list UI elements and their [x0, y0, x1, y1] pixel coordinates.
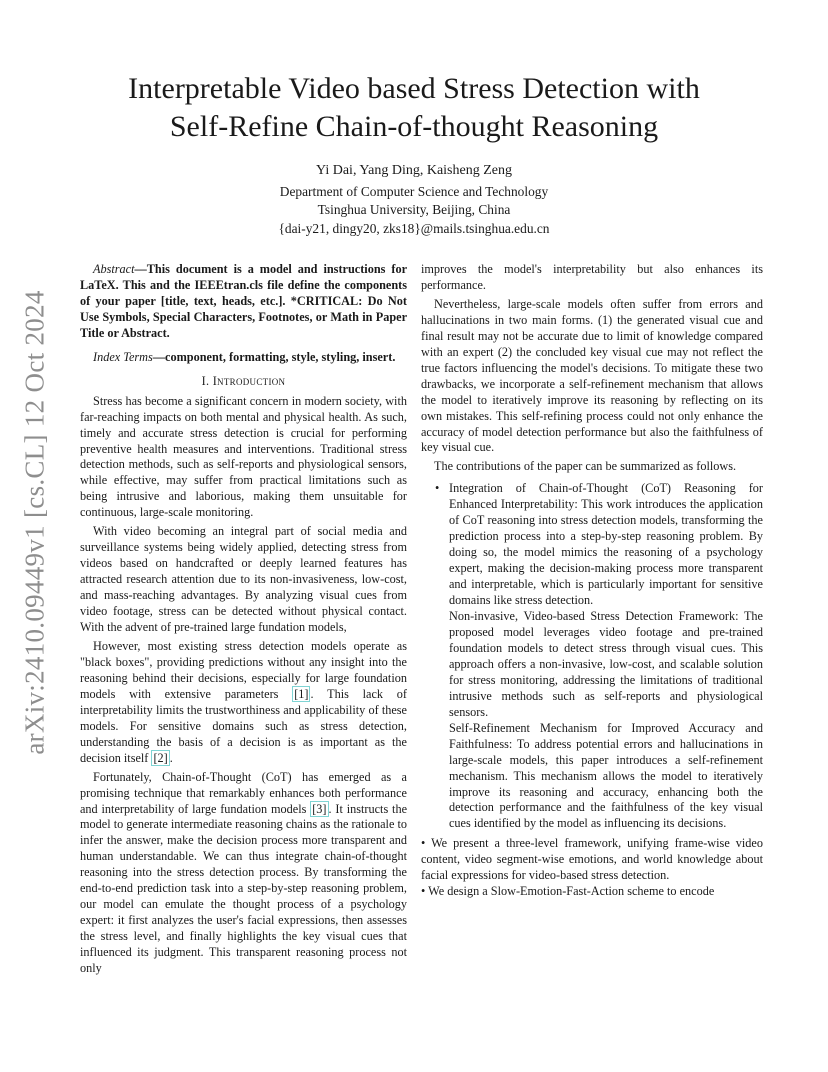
paper-title — [60, 70, 768, 146]
abstract-label: Abstract — [93, 262, 135, 276]
affiliation-department: Department of Computer Science and Technology — [279, 183, 549, 199]
section-heading: I. Introduction — [201, 373, 286, 388]
abstract-text: —This document is a model and instructions for LaTeX. This and the IEEEtran.cls file define the components of your paper [title, text, heads, etc.]. *CRITICAL: Do Not Use Symbols, Special Characters, Footnotes, or Math in Paper Title or Abstract. — [80, 262, 407, 340]
citation-link[interactable]: [3] — [312, 801, 327, 816]
list-item: • Integration of Chain-of-Thought (CoT) Reasoning for Enhanced Interpretability: This work introduces the application of CoT reasoning into stress detection models, transforming the prediction process into a step-by-step reasoning problem. By doing so, the model mimics the reasoning of a psychology expert, making the decision-making process more transparent and interpretable, which is particularly important for sensitive domains like stress detection. — [449, 481, 763, 609]
list-item: Non-invasive, Video-based Stress Detection Framework: The proposed model leverages video footage and pre-trained foundation models to detect stress through visual cues. This approach offers a non-invasive, low-cost, and scalable solution for stress monitoring, addressing the limitations of traditional intrusive methods such as self-reports and physiological sensors. — [449, 609, 763, 719]
contribution-item-framework: • We present a three-level framework, unifying frame-wise video content, video segment-wise emotions, and world knowledge about facial expressions for video-based stress detection. — [421, 836, 763, 883]
index-terms-label: Index Terms — [93, 349, 153, 364]
index-terms — [80, 350, 407, 366]
author-names: Yi Dai, Yang Ding, Kaisheng Zeng — [316, 163, 512, 178]
affiliation-university: Tsinghua University, Beijing, China — [317, 202, 511, 217]
contribution-list — [421, 481, 763, 832]
arxiv-sidebar — [14, 262, 56, 782]
intro-paragraph-1: Stress has become a significant concern in modern society, with far-reaching impacts on both mental and physical health. As such, timely and accurate stress detection is crucial for performing preventive health measures and interventions. Traditional stress detection methods, such as self-reports and physiological sensors, while effective, may suffer from practical limitations such as being intrusive and laborious, making them unsuitable for continuous, large-scale monitoring. — [80, 393, 407, 520]
contribution-item-scheme: • We design a Slow-Emotion-Fast-Action scheme to encode — [421, 884, 715, 899]
intro-paragraph-2: With video becoming an integral part of social media and surveillance systems being widely applied, detecting stress from videos based on handcrafted or deeply learned features has attracted research attention due to its non-invasiveness, low-cost, and mass-reaching advantages. By analyzing visual cues from video footage, stress can be detected without physical contact. With the advent of pre-trained large fundation models, — [80, 524, 407, 635]
abstract — [80, 262, 407, 342]
right-paragraph-1: improves the model's interpretability but also enhances its performance. — [421, 262, 763, 292]
citation-link[interactable]: [2] — [153, 750, 168, 765]
index-terms-text: —component, formatting, style, styling, insert. — [152, 349, 396, 364]
right-paragraph-2: Nevertheless, large-scale models often suffer from errors and hallucinations in two main forms. (1) the generated visual cue and final result may not be accurate due to limit of knowledge compared with an expert (2) the concluded key visual cue may not reflect the true factors influencing the model's decisions. To mitigate these two drawbacks, we incorporate a self-refinement mechanism that allows the model to iteratively improve its reasoning by reflecting on its own mistakes. This self-refining process could not only enhance the accuracy of model detection performance but also the faithfulness of key visual cue. — [421, 296, 763, 455]
arxiv-identifier: arXiv:2410.09449v1 [cs.CL] 12 Oct 2024 — [19, 289, 50, 755]
right-paragraph-3: The contributions of the paper can be summarized as follows. — [434, 459, 737, 474]
intro-paragraph-3: However, most existing stress detection models operate as "black boxes", providing predictions without any insight into the reasoning behind their decisions, especially for large foundation models with extensive parameters [1] . This lack of interpretability limits the trustworthiness and applicability of these models. For sensitive domains such as stress detection, understanding the basis of a decision is as important as the decision itself [2] . — [80, 638, 407, 765]
right-column — [421, 262, 763, 900]
citation-link[interactable]: [1] — [294, 686, 309, 701]
list-item: Self-Refinement Mechanism for Improved Accuracy and Faithfulness: To address potential errors and hallucinations in large-scale models, this paper introduces a self-refinement mechanism. This mechanism allows the model to iteratively improve its reasoning and accuracy, enhancing both the detection performance and the faithfulness of the key visual cues identified by the model as influencing its decisions. — [449, 720, 763, 831]
author-block — [160, 162, 668, 238]
title-line-1: Interpretable Video based Stress Detection with — [128, 72, 700, 105]
author-emails: {dai-y21, dingy20, zks18}@mails.tsinghua.edu.cn — [278, 220, 550, 236]
intro-paragraph-4: Fortunately, Chain-of-Thought (CoT) has emerged as a promising technique that remarkably enhances both performance and interpretability of large fundation models [3] . It instructs the model to generate intermediate reasoning chains as the rationale to infer the answer, make the decision process more transparent and human understandable. We can thus integrate chain-of-thought reasoning into the stress detection process. By transforming the end-to-end prediction task into a step-by-step reasoning problem, our model can emulate the thought process of a psychology expert: it first analyzes the user's facial expressions, then assesses the stress level, and finally highlights the key visual cues that influenced its judgment. This transparent reasoning process not only — [80, 769, 408, 976]
left-column — [80, 262, 407, 977]
title-line-2: Self-Refine Chain-of-thought Reasoning — [169, 110, 659, 143]
